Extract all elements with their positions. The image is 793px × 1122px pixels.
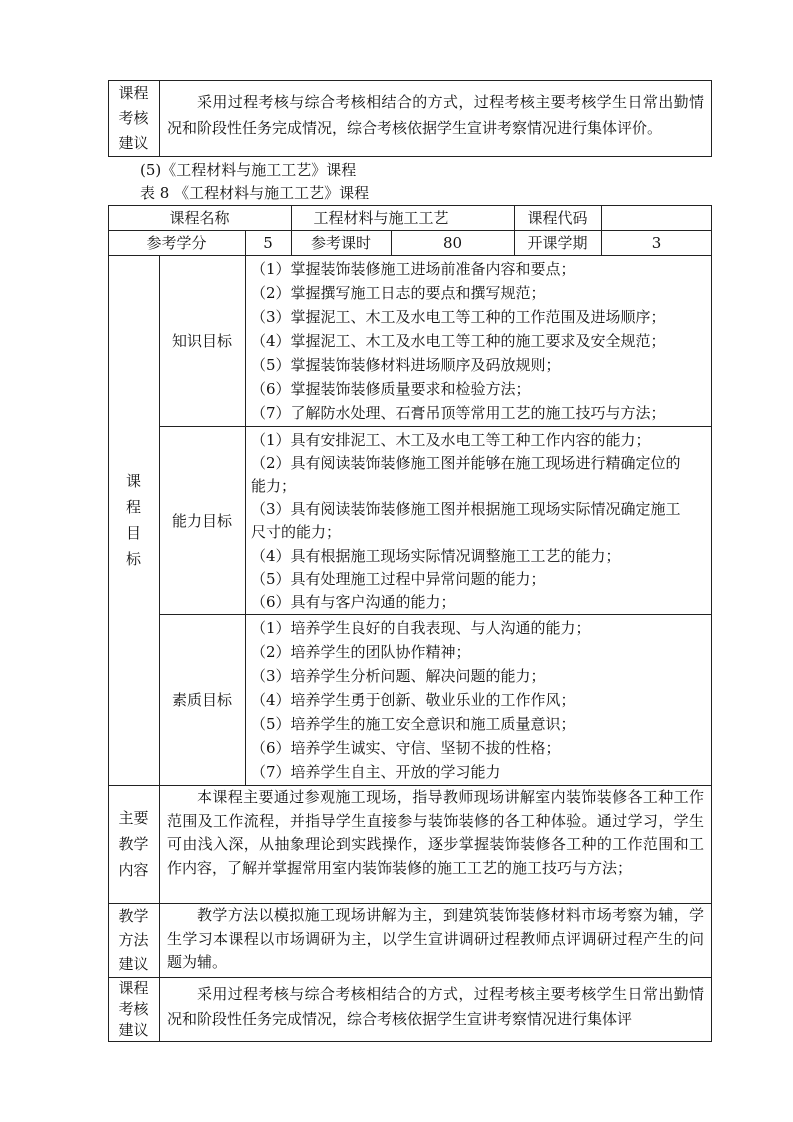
- course-code-value: [601, 205, 712, 230]
- quality-item: （4）培养学生勇于创新、敬业乐业的工作作风；: [251, 691, 576, 709]
- top-assessment-label: [108, 80, 159, 157]
- ability-line: （4）具有根据施工现场实际情况调整施工工艺的能力；: [251, 547, 621, 565]
- course-objectives-label: [108, 255, 159, 785]
- main-content-label: [108, 785, 159, 903]
- ability-line: 能力；: [251, 477, 297, 495]
- label-char: 内容: [118, 861, 149, 879]
- label-char: 主要: [118, 809, 149, 827]
- course-name-value: 工程材料与施工工艺: [313, 209, 449, 227]
- knowledge-item: （7）了解防水处理、石膏吊顶等常用工艺的施工技巧与方法；: [251, 404, 666, 422]
- course-code-label: 课程代码: [527, 209, 588, 227]
- col-divider: [245, 255, 246, 785]
- knowledge-item: （2）掌握撰写施工日志的要点和撰写规范；: [251, 284, 546, 302]
- label-char: 考核: [118, 1000, 149, 1018]
- ability-line: （2）具有阅读装饰装修施工图并能够在施工现场进行精确定位的: [251, 454, 681, 472]
- label-char: 课程: [118, 84, 149, 102]
- quality-item: （2）培养学生的团队协作精神；: [251, 643, 471, 661]
- label-char: 方法: [118, 931, 149, 949]
- credits-label: 参考学分: [146, 234, 207, 252]
- term-label: 开课学期: [527, 234, 588, 252]
- knowledge-item: （5）掌握装饰装修材料进场顺序及码放规则；: [251, 356, 561, 374]
- ability-line: 尺寸的能力；: [251, 523, 342, 541]
- quality-item: （1）培养学生良好的自我表现、与人沟通的能力；: [251, 619, 591, 637]
- label-char: 目: [125, 524, 141, 542]
- ability-line: （5）具有处理施工过程中异常问题的能力；: [251, 570, 546, 588]
- term-value: 3: [651, 233, 662, 252]
- ability-objectives-label: 能力目标: [171, 511, 232, 530]
- quality-item: （6）培养学生诚实、守信、坚韧不拔的性格；: [251, 739, 561, 757]
- label-char: 考核: [118, 109, 149, 127]
- row-divider: [108, 977, 712, 978]
- knowledge-item: （1）掌握装饰装修施工进场前准备内容和要点；: [251, 260, 576, 278]
- ability-line: （3）具有阅读装饰装修施工图并根据施工现场实际情况确定施工: [251, 500, 681, 518]
- hours-value: 80: [442, 233, 463, 252]
- quality-item: （3）培养学生分析问题、解决问题的能力；: [251, 667, 546, 685]
- knowledge-item: （6）掌握装饰装修质量要求和检验方法；: [251, 380, 531, 398]
- credits-value: 5: [263, 233, 273, 252]
- top-table-divider: [159, 80, 160, 157]
- table-caption: 表 8 《工程材料与施工工艺》课程: [140, 184, 370, 202]
- top-assessment-text: 采用过程考核与综合考核相结合的方式，过程考核主要考核学生日常出勤情况和阶段性任务完成情况，综合考核依据学生宣讲考察情况进行集体评价。: [167, 93, 704, 137]
- quality-objectives-label: 素质目标: [171, 691, 232, 709]
- course-name-label: 课程名称: [169, 209, 230, 227]
- knowledge-objectives-label: 知识目标: [171, 332, 232, 350]
- quality-item: （5）培养学生的施工安全意识和施工质量意识；: [251, 715, 576, 733]
- section-heading: (5)《工程材料与施工工艺》课程: [140, 161, 357, 179]
- main-content-text: 本课程主要通过参观施工现场，指导教师现场讲解室内装饰装修各工种工作范围及工作流程，并指导学生直接参与装饰装修的各工种体验。通过学习，学生可由浅入深，从抽象理论到实践操作，逐步掌握装饰装修各工种的工作范围和工作内容，了解并掌握常用室内装饰装修的施工工艺的施工技巧与方法；: [167, 788, 704, 877]
- assessment-label: [108, 977, 159, 1042]
- label-char: 课: [125, 472, 141, 490]
- assessment-text: 采用过程考核与综合考核相结合的方式，过程考核主要考核学生日常出勤情况和阶段性任务完成情况，综合考核依据学生宣讲考察情况进行集体评: [167, 985, 704, 1028]
- label-char: 建议: [118, 134, 149, 152]
- label-char: 教学: [118, 907, 149, 925]
- label-char: 课程: [118, 979, 149, 997]
- knowledge-item: （4）掌握泥工、木工及水电工等工种的施工要求及安全规范；: [251, 332, 666, 350]
- hours-label: 参考课时: [310, 234, 371, 252]
- teaching-method-text: 教学方法以模拟施工现场讲解为主，到建筑装饰装修材料市场考察为辅，学生学习本课程以市场调研为主，以学生宣讲调研过程教师点评调研过程产生的问题为辅。: [167, 906, 704, 971]
- quality-item: （7）培养学生自主、开放的学习能力: [251, 763, 501, 781]
- label-char: 程: [125, 498, 141, 516]
- label-char: 建议: [118, 955, 149, 973]
- label-char: 建议: [118, 1021, 149, 1039]
- teaching-method-label: [108, 903, 159, 977]
- ability-line: （6）具有与客户沟通的能力；: [251, 593, 456, 611]
- knowledge-item: （3）掌握泥工、木工及水电工等工种的工作范围及进场顺序；: [251, 308, 666, 326]
- label-char: 标: [125, 550, 141, 568]
- label-char: 教学: [118, 835, 149, 853]
- ability-line: （1）具有安排泥工、木工及水电工等工种工作内容的能力；: [251, 431, 651, 449]
